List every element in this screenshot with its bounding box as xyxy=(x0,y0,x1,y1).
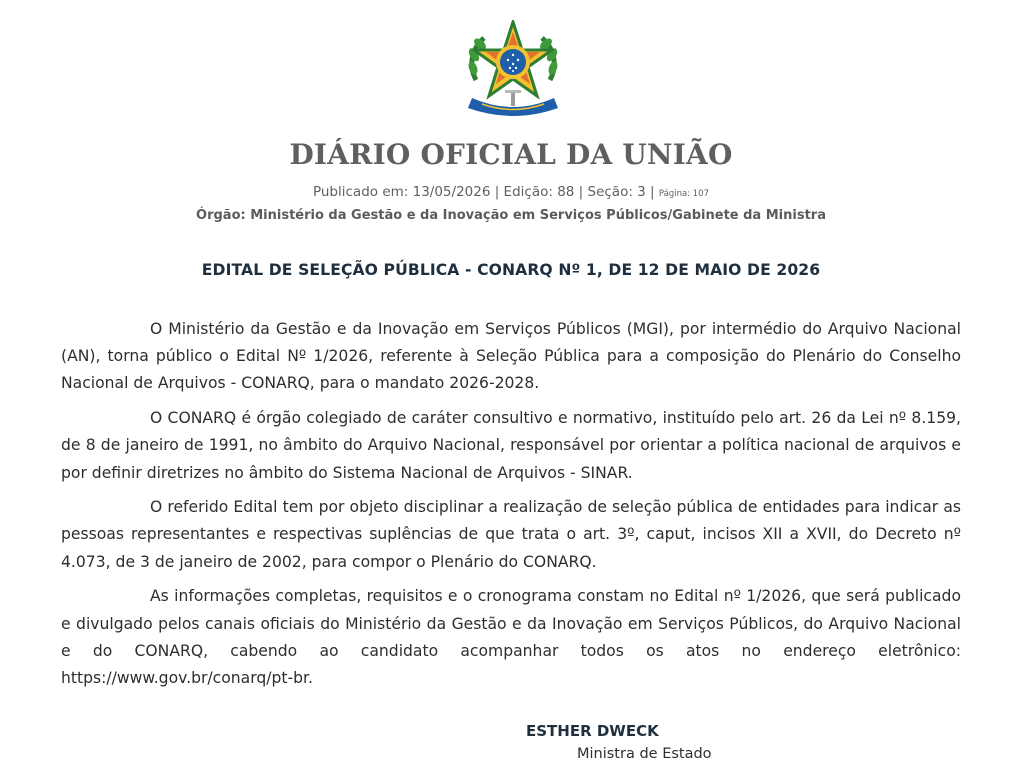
body-paragraph: As informações completas, requisitos e o cronograma constam no Edital nº 1/2026, que será publicado e divulgado pelos canais oficiais do Ministério da Gestão e da Inovação em Serviços Públicos, do Arquivo Nacional e do CONARQ, cabendo ao candidato acompanhar todos os atos no endereço eletrônico: https://www.gov.br/conarq/pt-br. xyxy=(61,587,961,687)
body-paragraph: O referido Edital tem por objeto disciplinar a realização de seleção pública de entidades para indicar as pessoas representantes e respectivas suplências de que trata o art. 3º, caput, incisos XII a XVII, do Decreto nº 4.073, de 3 de janeiro de 2002, para compor o Plenário do CONARQ. xyxy=(61,498,961,571)
page-number: Página: 107 xyxy=(658,189,710,199)
orgao-label: Órgão: xyxy=(196,208,246,223)
signatory-name: ESTHER DWECK xyxy=(526,722,659,740)
issuing-body xyxy=(0,208,1022,223)
orgao-value: Ministério da Gestão e da Inovação em Serviços Públicos/Gabinete da Ministra xyxy=(250,208,826,223)
body-paragraph: O CONARQ é órgão colegiado de caráter consultivo e normativo, instituído pelo art. 26 da Lei nº 8.159, de 8 de janeiro de 1991, no âmbito do Arquivo Nacional, responsável por orientar a política nacional de arquivos e por definir diretrizes no âmbito do Sistema Nacional de Arquivos - SINAR. xyxy=(61,409,961,482)
publication-info xyxy=(0,184,1022,200)
brazil-coat-of-arms-icon xyxy=(458,20,568,120)
signatory-role: Ministra de Estado xyxy=(577,746,712,762)
body-paragraph: O Ministério da Gestão e da Inovação em Serviços Públicos (MGI), por intermédio do Arquivo Nacional (AN), torna público o Edital Nº 1/2026, referente à Seleção Pública para a composição do Plenário do Conselho Nacional de Arquivos - CONARQ, para o mandato 2026-2028. xyxy=(61,320,961,393)
journal-title: DIÁRIO OFICIAL DA UNIÃO xyxy=(289,138,733,171)
document-body xyxy=(61,316,961,700)
document-title: EDITAL DE SELEÇÃO PÚBLICA - CONARQ Nº 1, DE 12 DE MAIO DE 2026 xyxy=(201,261,821,279)
publication-details: Publicado em: 13/05/2026 | Edição: 88 | Seção: 3 | xyxy=(312,184,655,200)
